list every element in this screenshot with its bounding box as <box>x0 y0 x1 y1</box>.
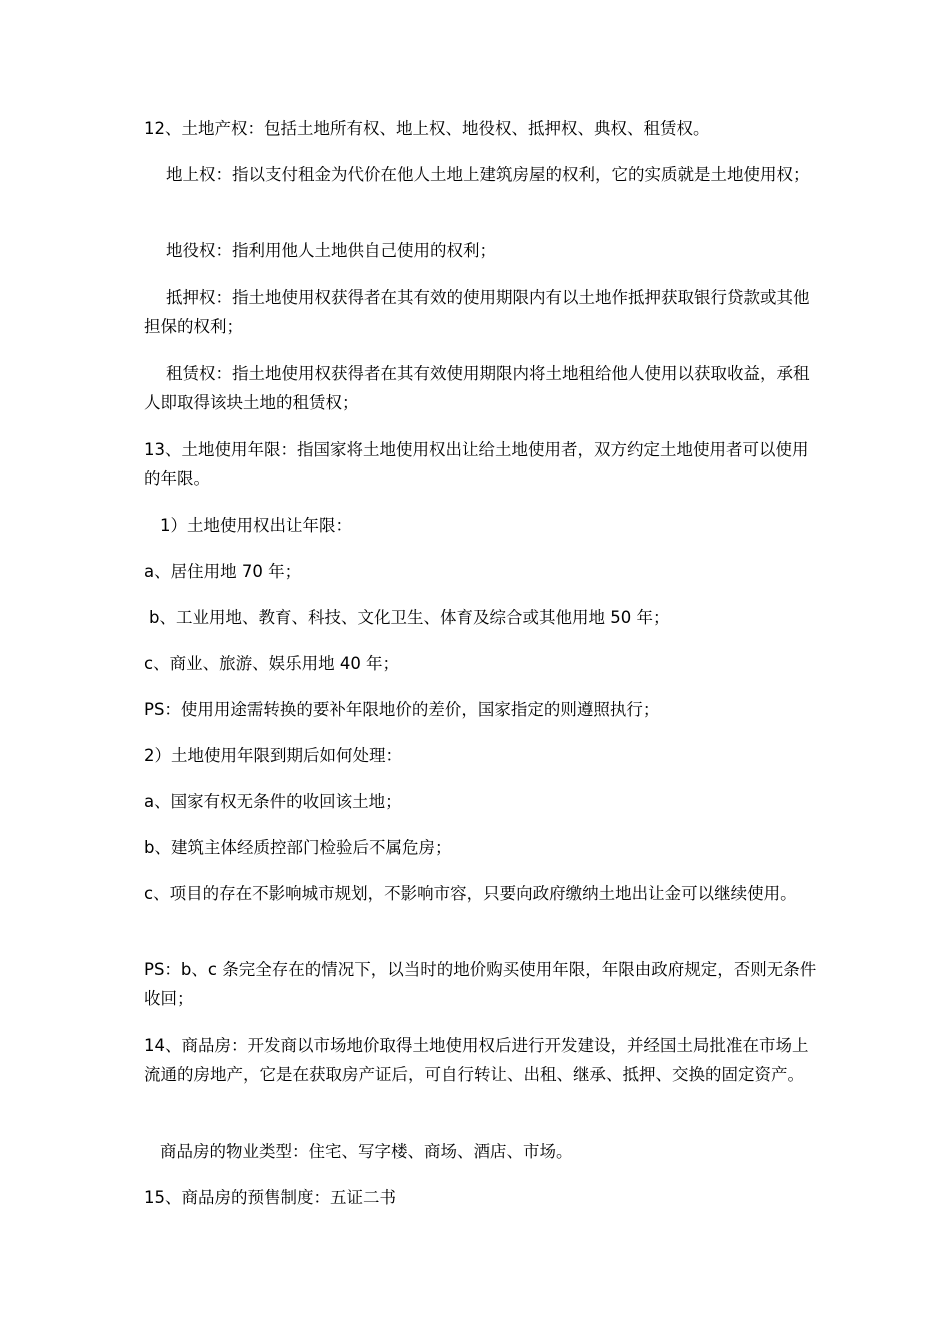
list-item-industrial: b、工业用地、教育、科技、文化卫生、体育及综合或其他用地 50 年； <box>149 608 670 627</box>
list-item-reclaim: a、国家有权无条件的收回该土地； <box>144 792 402 811</box>
list-item-residential: a、居住用地 70 年； <box>144 562 302 581</box>
note-purchase-term: PS：b、c 条完全存在的情况下，以当时的地价购买使用年限，年限由政府规定，否则无条件收回； <box>144 960 817 1008</box>
paragraph-property-types: 商品房的物业类型：住宅、写字楼、商场、酒店、市场。 <box>160 1142 573 1161</box>
paragraph-mortgage: 抵押权：指土地使用权获得者在其有效的使用期限内有以土地作抵押获取银行贷款或其他担保的权利； <box>144 288 810 336</box>
list-item-city-planning: c、项目的存在不影响城市规划，不影响市容，只要向政府缴纳土地出让金可以继续使用。 <box>144 884 797 903</box>
paragraph-presale-system: 15、商品房的预售制度：五证二书 <box>144 1188 396 1207</box>
paragraph-surface-rights: 地上权：指以支付租金为代价在他人土地上建筑房屋的权利，它的实质就是土地使用权； <box>166 165 810 184</box>
subheading-expiry-handling: 2）土地使用年限到期后如何处理： <box>144 746 402 765</box>
note-conversion: PS：使用用途需转换的要补年限地价的差价，国家指定的则遵照执行； <box>144 700 660 719</box>
list-item-building-inspection: b、建筑主体经质控部门检验后不属危房； <box>144 838 452 857</box>
list-item-commercial: c、商业、旅游、娱乐用地 40 年； <box>144 654 400 673</box>
paragraph-lease: 租赁权：指土地使用权获得者在其有效使用期限内将土地租给他人使用以获取收益，承租人即取得该块土地的租赁权； <box>144 364 810 412</box>
paragraph-easement: 地役权：指利用他人土地供自己使用的权利； <box>166 241 496 260</box>
paragraph-commercial-housing: 14、商品房：开发商以市场地价取得土地使用权后进行开发建设，并经国土局批准在市场上流通的房地产，它是在获取房产证后，可自行转让、出租、继承、抵押、交换的固定资产。 <box>144 1036 809 1084</box>
subheading-transfer-term: 1）土地使用权出让年限： <box>160 516 352 535</box>
paragraph-land-property-rights: 12、土地产权：包括土地所有权、地上权、地役权、抵押权、典权、租赁权。 <box>144 119 710 138</box>
paragraph-land-use-term: 13、土地使用年限：指国家将土地使用权出让给土地使用者，双方约定土地使用者可以使用的年限。 <box>144 440 809 488</box>
